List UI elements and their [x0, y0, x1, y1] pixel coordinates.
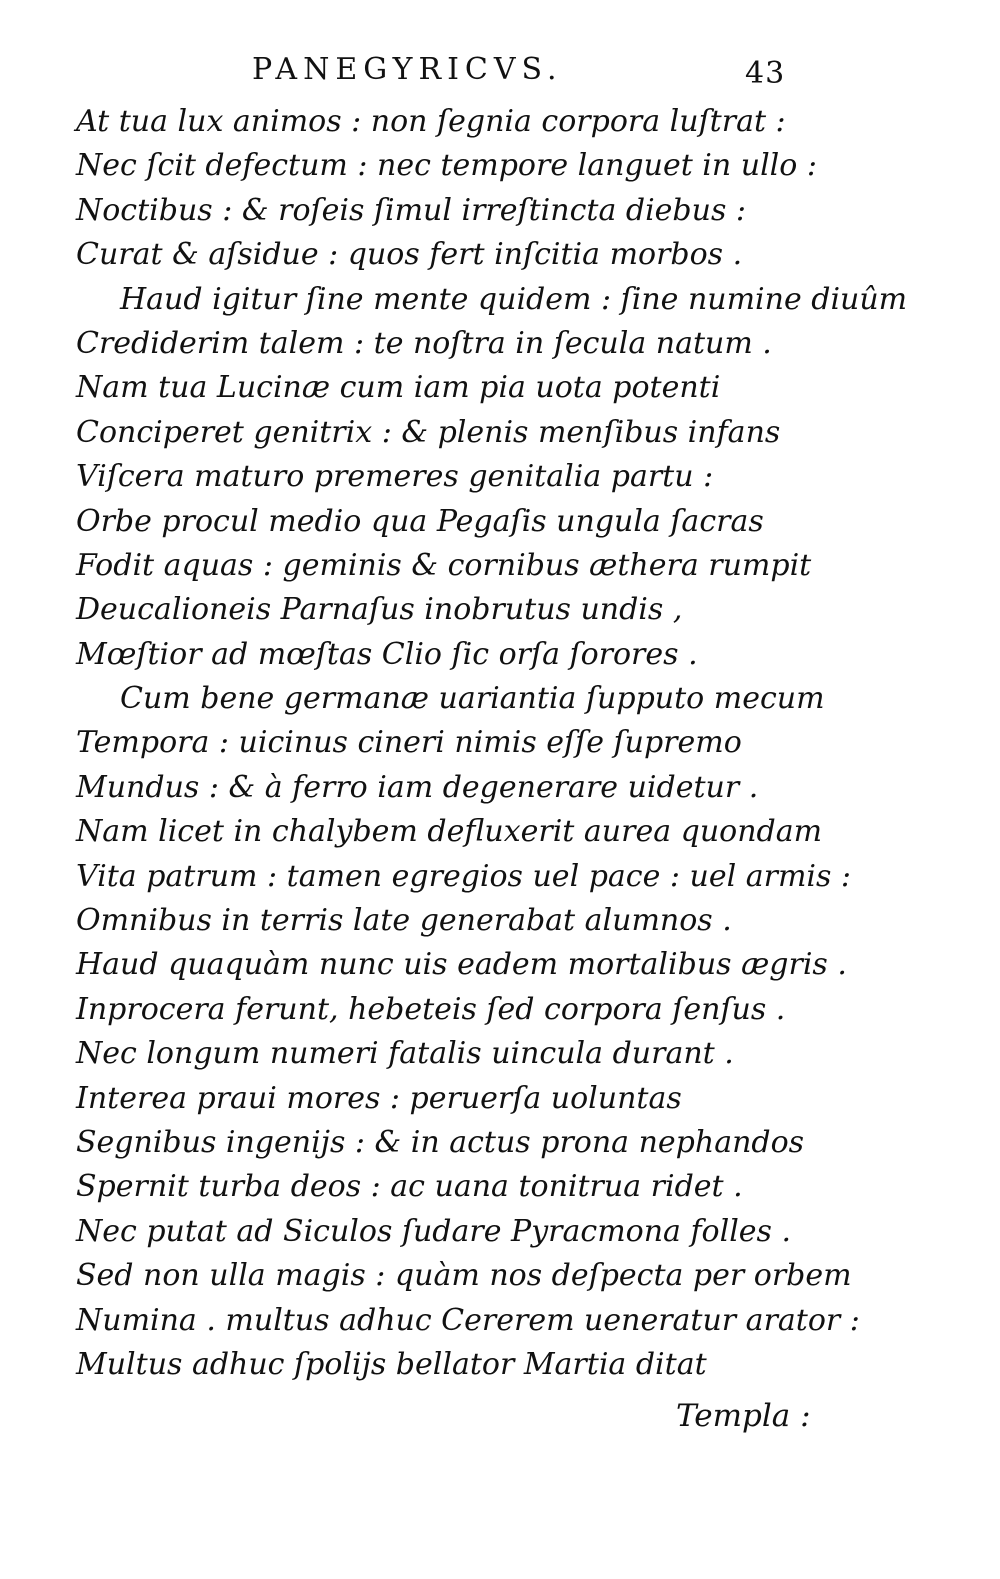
verse-line: Crediderim talem : te noſtra in ſecula natum .: [76, 325, 772, 361]
verse-line: Nam tua Lucinæ cum iam pia uota potenti: [76, 370, 721, 406]
verse-line: Noctibus : & roſeis ſimul irreſtincta diebus :: [76, 192, 746, 228]
verse-line: Conciperet genitrix : & plenis menſibus infans: [76, 414, 781, 450]
verse-block: [76, 100, 976, 1387]
verse-line: Numina . multus adhuc Cererem ueneratur arator :: [76, 1302, 860, 1338]
page-number: 43: [745, 56, 786, 91]
verse-line: Mœſtior ad mœſtas Clio ſic orſa ſorores .: [76, 636, 698, 672]
verse-line: Omnibus in terris late generabat alumnos .: [76, 903, 732, 939]
verse-line: Curat & aſsidue : quos fert inſcitia morbos .: [76, 237, 743, 273]
verse-line: Sed non ulla magis : quàm nos deſpecta per orbem: [76, 1258, 852, 1294]
verse-line: Deucalioneis Parnaſus inobrutus undis ,: [76, 592, 683, 628]
verse-line: Fodit aquas : geminis & cornibus æthera rumpit: [76, 547, 812, 583]
verse-line: Nam licet in chalybem defluxerit aurea quondam: [76, 814, 823, 850]
verse-line: Mundus : & à ferro iam degenerare uidetur .: [76, 769, 759, 805]
verse-line: Interea praui mores : peruerſa uoluntas: [76, 1080, 682, 1116]
verse-line: Orbe procul medio qua Pegaſis ungula ſacras: [76, 503, 764, 539]
verse-line: Viſcera maturo premeres genitalia partu :: [76, 459, 714, 495]
verse-line: Haud igitur ſine mente quidem : ſine numine diuûm: [120, 281, 908, 317]
verse-line: Haud quaquàm nunc uis eadem mortalibus ægris .: [76, 947, 847, 983]
verse-line: Nec ſcit defectum : nec tempore languet in ullo :: [76, 148, 817, 184]
verse-line: Nec putat ad Siculos ſudare Pyracmona folles .: [76, 1213, 792, 1249]
verse-line: Multus adhuc ſpolijs bellator Martia ditat: [76, 1346, 707, 1382]
verse-line: Inprocera ferunt, hebeteis ſed corpora ſenſus .: [76, 991, 786, 1027]
verse-line: Segnibus ingenijs : & in actus prona nephandos: [76, 1124, 805, 1160]
verse-line: Nec longum numeri fatalis uincula durant .: [76, 1036, 734, 1072]
verse-line: Vita patrum : tamen egregios uel pace : uel armis :: [76, 858, 852, 894]
catchword: Templa :: [676, 1398, 811, 1434]
verse-line: At tua lux animos : non ſegnia corpora luſtrat :: [76, 104, 786, 139]
verse-line: Cum bene germanæ uariantia ſupputo mecum: [120, 681, 825, 717]
running-title: PANEGYRICVS.: [252, 52, 563, 87]
verse-line: Spernit turba deos : ac uana tonitrua ridet .: [76, 1169, 743, 1205]
page-header: [0, 52, 1000, 96]
verse-line: Tempora : uicinus cineri nimis eſſe ſupremo: [76, 725, 742, 761]
